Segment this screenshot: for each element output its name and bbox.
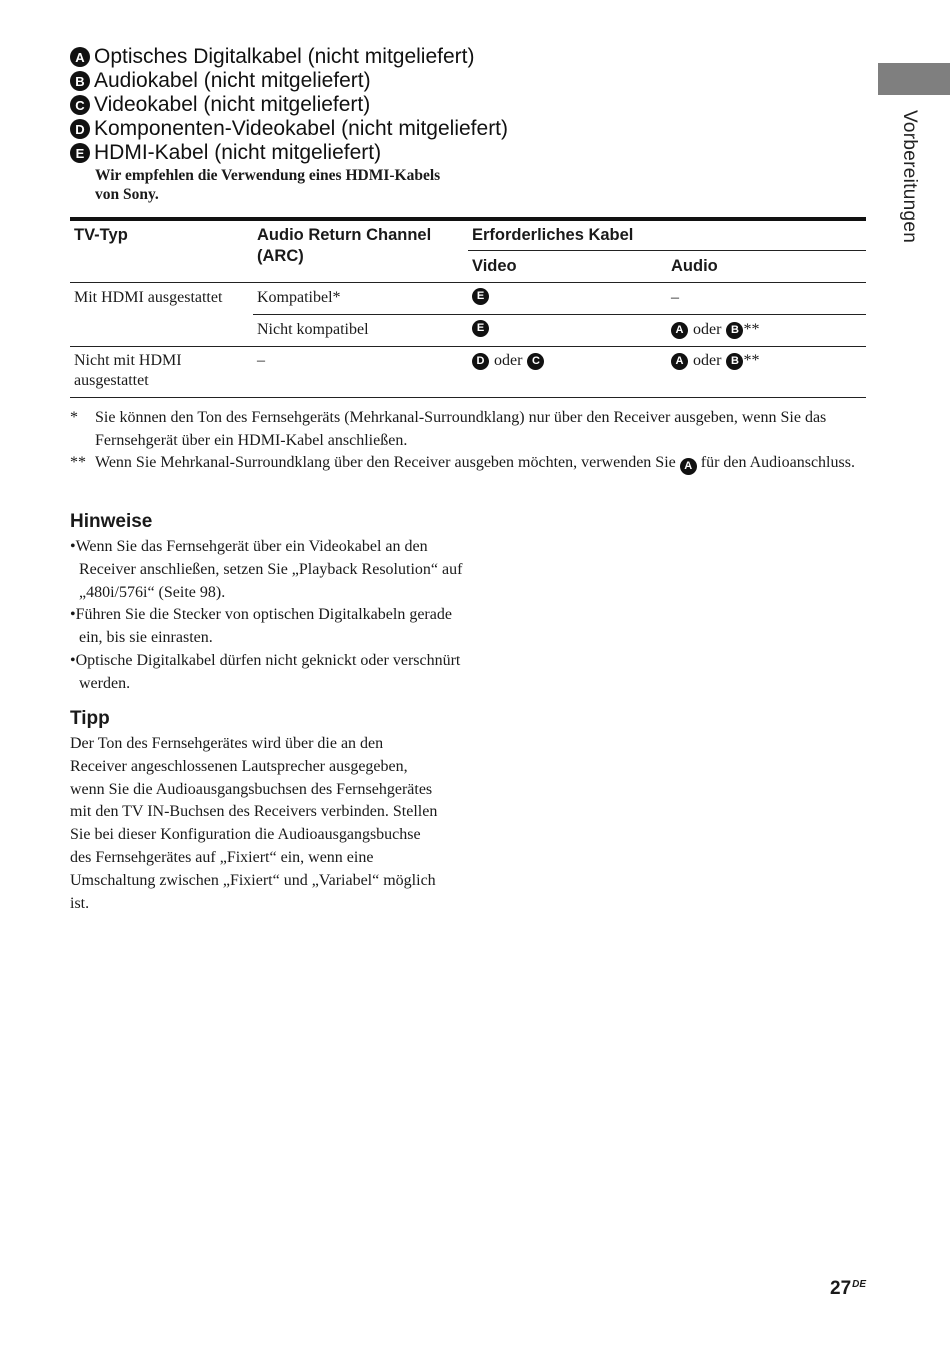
letter-b-badge-icon: B xyxy=(726,353,743,370)
oder-text: oder xyxy=(494,352,523,369)
row3-arc-cell: – xyxy=(257,352,265,369)
letter-a-badge-icon: A xyxy=(671,322,688,339)
letter-e-badge-icon: E xyxy=(70,143,90,163)
header-bottom-rule xyxy=(70,282,866,283)
footnote-text: Sie können den Ton des Fernsehgeräts (Mehrkanal-Surroundklang) nur über den Receiver ausgeben, wenn Sie das Fernsehgerät über ein HDMI-Kabel anschließen. xyxy=(95,409,827,449)
hdmi-recommendation-note: Wir empfehlen die Verwendung eines HDMI-Kabels von Sony. xyxy=(95,167,441,203)
cable-item-d xyxy=(70,117,590,141)
cable-item-e xyxy=(70,141,590,165)
page-number: 27DE xyxy=(830,1278,867,1299)
letter-b-badge-icon: B xyxy=(70,71,90,91)
letter-c-badge-icon: C xyxy=(70,95,90,115)
hinweise-item: •Optische Digitalkabel dürfen nicht geknickt oder verschnürt werden. xyxy=(70,652,461,692)
hinweise-heading: Hinweise xyxy=(70,511,153,532)
header-video: Video xyxy=(472,257,517,275)
row-rule xyxy=(70,346,866,347)
tipp-text: Der Ton des Fernsehgerätes wird über die an den Receiver angeschlossenen Lautsprecher ausgegeben, wenn Sie die Audioausgangsbuchsen des Fernsehgerätes mit den TV IN-Buchsen des Receivers verbinden. Stellen Sie bei dieser Konfiguration die Audioausgangsbuchse des Fernsehgerätes auf „Fixiert“ ein, wenn eine Umschaltung zwischen „Fixiert“ und „Variabel“ möglich ist. xyxy=(70,735,438,912)
cable-item-b xyxy=(70,69,590,93)
row-no-hdmi-group: Nicht mit HDMI ausgestattet xyxy=(74,352,182,389)
oder-text: oder xyxy=(693,352,722,369)
row-arc-not-compatible: Nicht kompatibel xyxy=(257,321,369,338)
hinweise-item: •Führen Sie die Stecker von optischen Digitalkabeln gerade ein, bis sie einrasten. xyxy=(70,606,452,646)
double-star-mark: ** xyxy=(743,352,760,369)
cable-item-c xyxy=(70,93,590,117)
row-arc-compatible: Kompatibel* xyxy=(257,289,341,306)
row2-audio-cell xyxy=(671,320,759,340)
cable-label: Audiokabel (nicht mitgeliefert) xyxy=(94,69,371,92)
double-star-mark: ** xyxy=(743,321,760,338)
header-tv-type: TV-Typ xyxy=(74,226,128,244)
footnote-mark: ** xyxy=(70,454,86,471)
row1-audio-cell: – xyxy=(671,289,679,306)
section-tab-label: Vorbereitungen xyxy=(899,110,920,244)
cable-label: HDMI-Kabel (nicht mitgeliefert) xyxy=(94,141,382,164)
table-bottom-rule xyxy=(70,397,866,398)
cable-item-a xyxy=(70,45,590,69)
oder-text: oder xyxy=(693,321,722,338)
cable-label: Komponenten-Videokabel (nicht mitgeliefert) xyxy=(94,117,509,140)
footnote-text-before: Wenn Sie Mehrkanal-Surroundklang über den Receiver ausgeben möchten, verwenden Sie xyxy=(95,454,676,471)
letter-e-badge-icon: E xyxy=(472,288,489,305)
page-language-suffix: DE xyxy=(852,1279,867,1290)
row3-audio-cell xyxy=(671,351,759,371)
tipp-heading: Tipp xyxy=(70,708,110,729)
letter-d-badge-icon: D xyxy=(472,353,489,370)
letter-a-badge-icon: A xyxy=(70,47,90,67)
footnote-text-after: für den Audioanschluss. xyxy=(700,454,855,471)
letter-a-badge-icon: A xyxy=(671,353,688,370)
cable-label: Optisches Digitalkabel (nicht mitgeliefert) xyxy=(94,45,475,68)
header-required-cable: Erforderliches Kabel xyxy=(472,226,634,244)
row1-video-cell xyxy=(472,288,489,305)
letter-b-badge-icon: B xyxy=(726,322,743,339)
cable-list xyxy=(70,45,590,165)
header-sub-rule xyxy=(468,250,866,251)
letter-d-badge-icon: D xyxy=(70,119,90,139)
letter-c-badge-icon: C xyxy=(527,353,544,370)
row-hdmi-group: Mit HDMI ausgestattet xyxy=(74,289,223,306)
row3-video-cell xyxy=(472,351,544,371)
footnote-mark: * xyxy=(70,409,78,426)
header-arc: Audio Return Channel (ARC) xyxy=(257,226,432,265)
cable-label: Videokabel (nicht mitgeliefert) xyxy=(94,93,371,116)
hinweise-item: •Wenn Sie das Fernsehgerät über ein Videokabel an den Receiver anschließen, setzen Sie „Playback Resolution“ auf „480i/576i“ (Seite 98). xyxy=(70,538,463,601)
section-tab-marker xyxy=(878,63,950,95)
row-rule xyxy=(253,314,866,315)
table-top-rule xyxy=(70,217,866,221)
letter-e-badge-icon: E xyxy=(472,320,489,337)
header-audio: Audio xyxy=(671,257,718,275)
letter-a-badge-icon: A xyxy=(680,458,697,475)
row2-video-cell xyxy=(472,320,489,337)
footnote-text xyxy=(95,452,870,475)
